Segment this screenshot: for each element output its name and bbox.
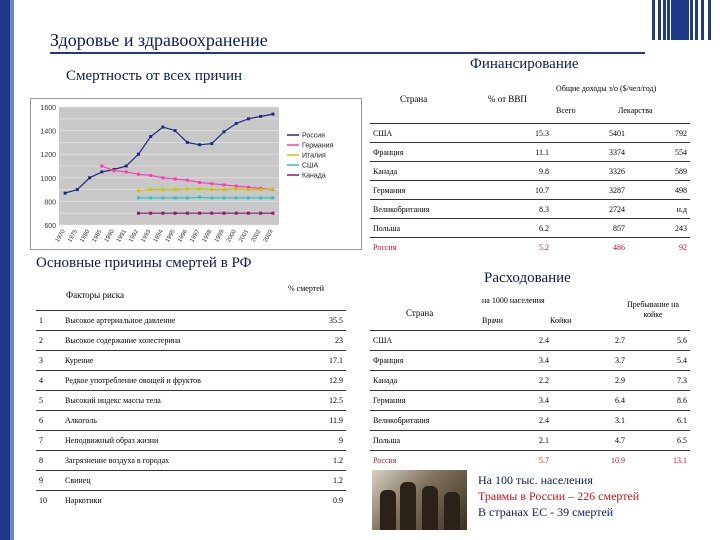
legend-label: США [302, 162, 319, 170]
table-row [370, 162, 690, 181]
sp-stay-cell: 6.1 [628, 411, 690, 431]
fin-total-cell: 486 [552, 238, 628, 257]
data-point [174, 196, 177, 199]
sp-header-country: Страна [406, 308, 434, 318]
data-point [161, 188, 164, 191]
data-point [100, 165, 103, 168]
sp-doctors-cell: 5.7 [486, 451, 552, 471]
cause-percent-cell: 9 [308, 431, 346, 451]
sp-doctors-cell: 2.2 [486, 371, 552, 391]
table-row [370, 200, 690, 219]
causes-header-factors: Факторы риска [66, 290, 125, 300]
cause-factor-cell: Наркотики [62, 491, 308, 511]
fin-header-country: Страна [400, 94, 428, 104]
cause-percent-cell: 0.9 [308, 491, 346, 511]
x-tick-label: 1995 [164, 229, 177, 244]
sp-country-cell: Германия [370, 391, 486, 411]
fin-header-gdp: % от ВВП [488, 94, 527, 104]
y-tick-label: 1600 [40, 105, 56, 112]
data-point [247, 196, 250, 199]
sp-stay-cell: 8.6 [628, 391, 690, 411]
x-tick-label: 2000 [226, 229, 238, 244]
cause-factor-cell: Редкое употребление овощей и фруктов [62, 371, 308, 391]
x-tick-label: 1980 [79, 229, 92, 244]
fin-drugs-cell: 589 [628, 162, 690, 181]
data-point [137, 153, 140, 156]
data-point [259, 115, 262, 118]
data-point [186, 188, 189, 191]
corner-stripes-decoration [652, 0, 712, 40]
fin-total-cell: 2724 [552, 200, 628, 219]
data-point [271, 188, 274, 191]
cause-factor-cell: Свинец [62, 471, 308, 491]
x-tick-label: 2003 [262, 229, 275, 244]
sp-country-cell: США [370, 331, 486, 351]
fin-country-cell: Франция [370, 143, 486, 162]
mortality-chart [30, 98, 362, 250]
table-row [370, 124, 690, 143]
left-accent-stripe [10, 0, 14, 540]
fin-country-cell: Канада [370, 162, 486, 181]
x-tick-label: 2001 [238, 229, 251, 244]
data-point [259, 188, 262, 191]
fin-gdp-cell: 8.3 [486, 200, 552, 219]
legend-label: Италия [302, 152, 326, 160]
data-point [223, 188, 226, 191]
data-point [223, 130, 226, 133]
data-point [198, 143, 201, 146]
cause-number-cell: 10 [36, 491, 62, 511]
data-point [76, 188, 79, 191]
sp-country-cell: Польша [370, 431, 486, 451]
sp-stay-cell: 5.6 [628, 331, 690, 351]
data-point [125, 165, 128, 168]
sp-country-cell: Канада [370, 371, 486, 391]
data-point [271, 212, 274, 215]
data-point [174, 177, 177, 180]
data-point [198, 212, 201, 215]
data-point [113, 169, 116, 172]
data-point [198, 181, 201, 184]
x-tick-label: 1999 [213, 229, 226, 244]
causes-header-percent: % смертей [288, 284, 325, 293]
data-point [223, 212, 226, 215]
fin-gdp-cell: 15.3 [486, 124, 552, 143]
table-row [36, 411, 346, 431]
cause-percent-cell: 1.2 [308, 451, 346, 471]
sp-beds-cell: 2.9 [552, 371, 628, 391]
data-point [149, 196, 152, 199]
legend-label: Канада [302, 172, 326, 180]
fin-drugs-cell: 498 [628, 181, 690, 200]
x-tick-label: 1994 [152, 229, 165, 244]
data-point [149, 188, 152, 191]
cause-factor-cell: Неподвижный образ жизни [62, 431, 308, 451]
table-row [370, 331, 690, 351]
sp-beds-cell: 3.7 [552, 351, 628, 371]
table-row [36, 471, 346, 491]
data-point [235, 122, 238, 125]
table-row [370, 238, 690, 257]
sp-stay-cell: 7.3 [628, 371, 690, 391]
data-point [247, 212, 250, 215]
spending-rows [370, 330, 690, 470]
sp-beds-cell: 2.7 [552, 331, 628, 351]
cause-factor-cell: Загрязнение воздуха в городах [62, 451, 308, 471]
data-point [88, 176, 91, 179]
data-point [161, 196, 164, 199]
note-line-2: Травмы в России – 226 смертей [478, 489, 640, 503]
data-point [137, 189, 140, 192]
y-tick-label: 1400 [40, 128, 56, 136]
table-row [370, 181, 690, 200]
table-row [36, 331, 346, 351]
data-point [137, 196, 140, 199]
y-tick-label: 1000 [40, 175, 56, 183]
data-point [210, 182, 213, 185]
table-row [370, 351, 690, 371]
sp-header-stay: Пребывание на койке [627, 300, 679, 319]
table-row [370, 411, 690, 431]
table-row [370, 451, 690, 471]
legend-label: Германия [302, 142, 334, 150]
fin-country-cell: США [370, 124, 486, 143]
data-point [100, 170, 103, 173]
table-row [370, 391, 690, 411]
x-tick-label: 1992 [128, 229, 141, 244]
fin-country-cell: Польша [370, 219, 486, 238]
cause-number-cell: 5 [36, 391, 62, 411]
page-title: Здоровье и здравоохранение [50, 30, 268, 50]
x-tick-label: 1993 [140, 229, 153, 244]
table-row [370, 431, 690, 451]
data-point [223, 183, 226, 186]
sp-stay-cell: 6.5 [628, 431, 690, 451]
sp-country-cell: Великобритания [370, 411, 486, 431]
x-tick-label: 1991 [116, 229, 128, 244]
sp-doctors-cell: 2.4 [486, 331, 552, 351]
fin-drugs-cell: 792 [628, 124, 690, 143]
data-point [137, 173, 140, 176]
data-point [223, 196, 226, 199]
financing-title: Финансирование [470, 56, 579, 72]
data-point [259, 212, 262, 215]
cause-percent-cell: 1.2 [308, 471, 346, 491]
data-point [149, 135, 152, 138]
data-point [161, 176, 164, 179]
cause-number-cell: 3 [36, 351, 62, 371]
y-tick-label: 800 [44, 199, 56, 207]
data-point [174, 212, 177, 215]
cause-factor-cell: Алкоголь [62, 411, 308, 431]
cause-factor-cell: Высокое содержание холестерина [62, 331, 308, 351]
fin-total-cell: 3374 [552, 143, 628, 162]
title-underline [50, 52, 645, 54]
data-point [64, 192, 67, 195]
cause-number-cell: 7 [36, 431, 62, 451]
sp-doctors-cell: 3.4 [486, 391, 552, 411]
sp-beds-cell: 3.1 [552, 411, 628, 431]
cause-factor-cell: Высокое артериальное давление [62, 311, 308, 331]
cause-number-cell: 8 [36, 451, 62, 471]
mortality-chart-svg [31, 99, 361, 249]
fin-gdp-cell: 10.7 [486, 181, 552, 200]
data-point [174, 129, 177, 132]
cause-number-cell: 2 [36, 331, 62, 351]
table-row [36, 451, 346, 471]
financing-rows [370, 123, 690, 256]
fin-country-cell: Россия [370, 238, 486, 257]
cause-percent-cell: 12.5 [308, 391, 346, 411]
data-point [198, 196, 201, 199]
y-tick-label: 1200 [40, 152, 56, 160]
data-point [149, 212, 152, 215]
cause-number-cell: 9 [36, 471, 62, 491]
fin-total-cell: 5401 [552, 124, 628, 143]
sp-doctors-cell: 3.4 [486, 351, 552, 371]
causes-rows [36, 310, 346, 510]
fin-drugs-cell: 243 [628, 219, 690, 238]
data-point [247, 188, 250, 191]
fin-gdp-cell: 6.2 [486, 219, 552, 238]
data-point [235, 185, 238, 188]
note-line-3: В странах ЕС - 39 смертей [478, 505, 614, 519]
sp-stay-cell: 13.1 [628, 451, 690, 471]
data-point [271, 113, 274, 116]
fin-gdp-cell: 11.1 [486, 143, 552, 162]
injury-note [478, 472, 639, 520]
fin-total-cell: 3326 [552, 162, 628, 181]
data-point [161, 126, 164, 129]
data-point [210, 212, 213, 215]
cause-factor-cell: Высокий индекс массы тела [62, 391, 308, 411]
table-row [370, 371, 690, 391]
data-point [235, 188, 238, 191]
fin-total-cell: 3287 [552, 181, 628, 200]
sp-doctors-cell: 2.4 [486, 411, 552, 431]
data-point [174, 188, 177, 191]
data-point [210, 188, 213, 191]
data-point [125, 170, 128, 173]
mortality-title: Смертность от всех причин [66, 68, 243, 84]
table-row [36, 491, 346, 511]
table-row [36, 311, 346, 331]
fin-header-income: Общие доходы з/о ($/чел/год) [556, 84, 657, 93]
x-tick-label: 1996 [177, 229, 190, 244]
series-line [138, 197, 273, 198]
data-point [161, 212, 164, 215]
table-row [36, 431, 346, 451]
x-tick-label: 1970 [54, 229, 67, 244]
fin-drugs-cell: 554 [628, 143, 690, 162]
x-tick-label: 1985 [91, 229, 104, 244]
sp-country-cell: Россия [370, 451, 486, 471]
sp-header-per1000: на 1000 населения [482, 296, 545, 305]
sp-header-beds: Койки [550, 316, 572, 325]
data-point [247, 117, 250, 120]
sp-header-doctors: Врачи [482, 316, 503, 325]
sp-stay-cell: 5.4 [628, 351, 690, 371]
data-point [137, 212, 140, 215]
cause-percent-cell: 11.9 [308, 411, 346, 431]
fin-gdp-cell: 9.8 [486, 162, 552, 181]
spending-title: Расходование [484, 270, 571, 286]
data-point [186, 212, 189, 215]
fin-gdp-cell: 5.2 [486, 238, 552, 257]
sp-beds-cell: 4.7 [552, 431, 628, 451]
cause-number-cell: 4 [36, 371, 62, 391]
x-tick-label: 1997 [189, 229, 202, 244]
fin-total-cell: 857 [552, 219, 628, 238]
sp-doctors-cell: 2.1 [486, 431, 552, 451]
x-tick-label: 1975 [67, 229, 80, 244]
group-photo [372, 470, 467, 530]
data-point [271, 196, 274, 199]
note-line-1: На 100 тыс. населения [478, 473, 593, 487]
fin-country-cell: Германия [370, 181, 486, 200]
x-tick-label: 2002 [250, 229, 263, 244]
table-row [370, 143, 690, 162]
legend-label: Россия [302, 132, 325, 140]
fin-header-total: Всего [556, 106, 576, 115]
data-point [235, 196, 238, 199]
cause-number-cell: 6 [36, 411, 62, 431]
x-tick-label: 1998 [201, 229, 214, 244]
fin-country-cell: Великобритания [370, 200, 486, 219]
cause-percent-cell: 17.1 [308, 351, 346, 371]
sp-country-cell: Франция [370, 351, 486, 371]
cause-factor-cell: Курение [62, 351, 308, 371]
left-accent-bar [0, 0, 10, 540]
sp-beds-cell: 6.4 [552, 391, 628, 411]
table-row [370, 219, 690, 238]
causes-title: Основные причины смертей в РФ [36, 255, 252, 271]
data-point [186, 179, 189, 182]
data-point [210, 142, 213, 145]
sp-beds-cell: 10.9 [552, 451, 628, 471]
cause-percent-cell: 12.9 [308, 371, 346, 391]
table-row [36, 391, 346, 411]
data-point [235, 212, 238, 215]
data-point [186, 141, 189, 144]
data-point [198, 188, 201, 191]
fin-drugs-cell: 92 [628, 238, 690, 257]
cause-percent-cell: 23 [308, 331, 346, 351]
table-row [36, 371, 346, 391]
table-row [36, 351, 346, 371]
data-point [149, 174, 152, 177]
y-tick-label: 600 [44, 223, 56, 230]
cause-number-cell: 1 [36, 311, 62, 331]
data-point [210, 196, 213, 199]
cause-percent-cell: 35.5 [308, 311, 346, 331]
x-tick-label: 1990 [103, 229, 116, 244]
fin-drugs-cell: н.д [628, 200, 690, 219]
fin-header-drugs: Лекарства [618, 106, 653, 115]
data-point [259, 196, 262, 199]
data-point [186, 196, 189, 199]
